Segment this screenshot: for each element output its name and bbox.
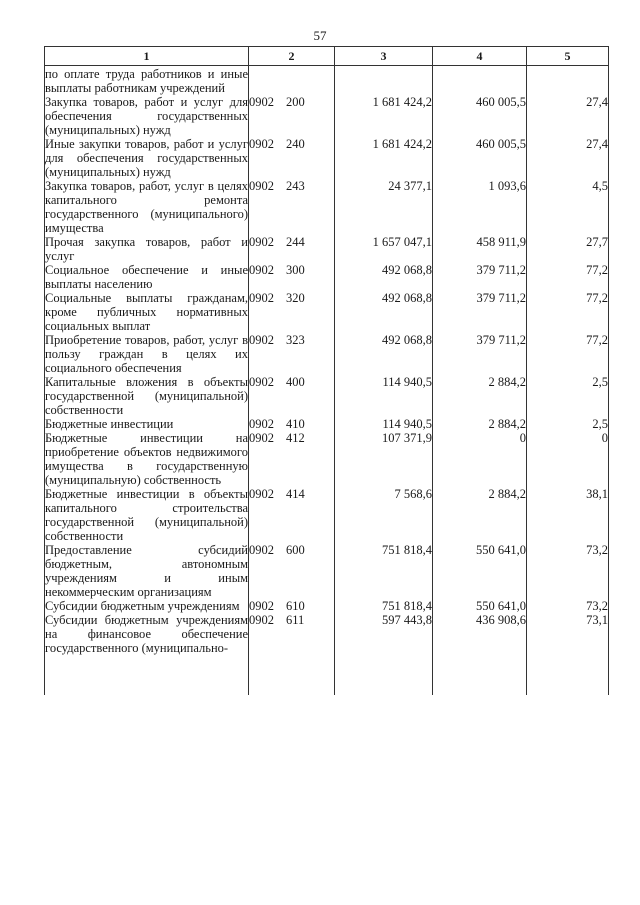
row-pct: 27,4 <box>527 95 609 137</box>
row-plan: 1 657 047,1 <box>335 235 433 263</box>
section-code: 0902 <box>249 613 274 627</box>
table-row <box>45 599 609 613</box>
row-name: Бюджетные инвестиции <box>45 417 249 431</box>
page-number: 57 <box>313 28 327 43</box>
row-plan: 492 068,8 <box>335 263 433 291</box>
row-name: по оплате труда работников и иные выплаты работникам учреждений <box>45 67 248 95</box>
row-code <box>249 263 335 291</box>
section-code: 0902 <box>249 487 274 501</box>
row-code <box>249 431 335 487</box>
row-exec: 2 884,2 <box>433 417 527 431</box>
expense-type-code: 300 <box>286 263 305 277</box>
row-code <box>249 95 335 137</box>
row-pct: 0 <box>527 431 609 487</box>
row-code <box>249 543 335 599</box>
table-row <box>45 431 609 487</box>
section-code: 0902 <box>249 137 274 151</box>
spacer-cell <box>527 655 609 695</box>
table-row <box>45 487 609 543</box>
row-code <box>249 613 335 655</box>
expense-type-code: 240 <box>286 137 305 151</box>
expense-type-code: 323 <box>286 333 305 347</box>
row-name: Капитальные вложения в объекты государственной (муниципальной) собственности <box>45 375 248 417</box>
section-code: 0902 <box>249 263 274 277</box>
row-code <box>249 333 335 375</box>
expense-type-code: 414 <box>286 487 305 501</box>
section-code: 0902 <box>249 179 274 193</box>
row-exec: 2 884,2 <box>433 375 527 417</box>
row-plan: 1 681 424,2 <box>335 137 433 179</box>
row-pct <box>527 66 609 96</box>
row-code <box>249 417 335 431</box>
row-code <box>249 291 335 333</box>
row-plan: 751 818,4 <box>335 599 433 613</box>
row-pct: 2,5 <box>527 417 609 431</box>
section-code: 0902 <box>249 417 274 431</box>
row-name: Бюджетные инвестиции на приобретение объектов недвижимого имущества в государственную (муниципальную) собственность <box>45 431 248 487</box>
row-pct: 2,5 <box>527 375 609 417</box>
row-plan: 597 443,8 <box>335 613 433 655</box>
col-header-1: 1 <box>45 47 249 66</box>
row-code <box>249 137 335 179</box>
table-row <box>45 235 609 263</box>
section-code: 0902 <box>249 375 274 389</box>
row-code <box>249 66 335 96</box>
table-row <box>45 179 609 235</box>
row-pct: 4,5 <box>527 179 609 235</box>
row-code <box>249 235 335 263</box>
row-code <box>249 179 335 235</box>
row-name: Социальные выплаты гражданам, кроме публичных нормативных социальных выплат <box>45 291 248 333</box>
row-name: Прочая закупка товаров, работ и услуг <box>45 235 248 263</box>
row-plan: 107 371,9 <box>335 431 433 487</box>
row-plan: 1 681 424,2 <box>335 95 433 137</box>
row-exec: 0 <box>433 431 527 487</box>
expense-type-code: 610 <box>286 599 305 613</box>
spacer-cell <box>433 655 527 695</box>
row-exec <box>433 66 527 96</box>
section-code: 0902 <box>249 95 274 109</box>
row-exec: 1 093,6 <box>433 179 527 235</box>
row-plan <box>335 66 433 96</box>
row-plan: 751 818,4 <box>335 543 433 599</box>
col-header-5: 5 <box>527 47 609 66</box>
row-exec: 379 711,2 <box>433 291 527 333</box>
row-code <box>249 599 335 613</box>
row-pct: 77,2 <box>527 291 609 333</box>
row-name: Социальное обеспечение и иные выплаты населению <box>45 263 248 291</box>
section-code: 0902 <box>249 431 274 445</box>
row-exec: 550 641,0 <box>433 599 527 613</box>
table-body <box>45 66 609 696</box>
expense-type-code: 244 <box>286 235 305 249</box>
spacer-cell <box>335 655 433 695</box>
row-pct: 27,4 <box>527 137 609 179</box>
expense-type-code: 611 <box>286 613 305 627</box>
section-code: 0902 <box>249 333 274 347</box>
row-pct: 77,2 <box>527 263 609 291</box>
row-plan: 492 068,8 <box>335 333 433 375</box>
row-plan: 492 068,8 <box>335 291 433 333</box>
table-row <box>45 375 609 417</box>
spacer-cell <box>249 655 335 695</box>
row-exec: 436 908,6 <box>433 613 527 655</box>
row-name: Приобретение товаров, работ, услуг в пользу граждан в целях их социального обеспечения <box>45 333 248 375</box>
col-header-4: 4 <box>433 47 527 66</box>
expense-type-code: 320 <box>286 291 305 305</box>
table-row <box>45 333 609 375</box>
row-pct: 77,2 <box>527 333 609 375</box>
row-plan: 114 940,5 <box>335 375 433 417</box>
table-row <box>45 137 609 179</box>
table-spacer-row <box>45 655 609 695</box>
expense-type-code: 243 <box>286 179 305 193</box>
row-exec: 458 911,9 <box>433 235 527 263</box>
row-name: Бюджетные инвестиции в объекты капитального строительства государственной (муниципальной) собственности <box>45 487 248 543</box>
row-exec: 379 711,2 <box>433 263 527 291</box>
table-row <box>45 95 609 137</box>
row-exec: 550 641,0 <box>433 543 527 599</box>
header-row <box>45 47 609 66</box>
row-code <box>249 375 335 417</box>
col-header-3: 3 <box>335 47 433 66</box>
row-name: Субсидии бюджетным учреждениям на финансовое обеспечение государственного (муниципально- <box>45 613 248 655</box>
row-exec: 379 711,2 <box>433 333 527 375</box>
row-code <box>249 487 335 543</box>
table-row <box>45 417 609 431</box>
row-pct: 73,2 <box>527 543 609 599</box>
table-row <box>45 263 609 291</box>
section-code: 0902 <box>249 291 274 305</box>
expense-type-code: 410 <box>286 417 305 431</box>
row-name: Субсидии бюджетным учреждениям <box>45 599 249 613</box>
row-pct: 27,7 <box>527 235 609 263</box>
row-name: Иные закупки товаров, работ и услуг для обеспечения государственных (муниципальных) нужд <box>45 137 248 179</box>
row-plan: 114 940,5 <box>335 417 433 431</box>
table-row <box>45 613 609 655</box>
row-exec: 460 005,5 <box>433 95 527 137</box>
row-pct: 73,1 <box>527 613 609 655</box>
col-header-2: 2 <box>249 47 335 66</box>
row-name: Закупка товаров, работ и услуг для обеспечения государственных (муниципальных) нужд <box>45 95 248 137</box>
expense-type-code: 412 <box>286 431 305 445</box>
row-exec: 2 884,2 <box>433 487 527 543</box>
row-pct: 38,1 <box>527 487 609 543</box>
section-code: 0902 <box>249 599 274 613</box>
section-code: 0902 <box>249 543 274 557</box>
expense-type-code: 400 <box>286 375 305 389</box>
section-code: 0902 <box>249 235 274 249</box>
spacer-cell <box>45 655 249 695</box>
budget-table <box>44 46 609 695</box>
table-row <box>45 66 609 96</box>
row-plan: 24 377,1 <box>335 179 433 235</box>
table-row <box>45 543 609 599</box>
row-plan: 7 568,6 <box>335 487 433 543</box>
table-row <box>45 291 609 333</box>
expense-type-code: 200 <box>286 95 305 109</box>
row-name: Предоставление субсидий бюджетным, автономным учреждениям и иным некоммерческим организациям <box>45 543 248 599</box>
row-exec: 460 005,5 <box>433 137 527 179</box>
expense-type-code: 600 <box>286 543 305 557</box>
row-name: Закупка товаров, работ, услуг в целях капитального ремонта государственного (муниципального) имущества <box>45 179 248 235</box>
row-pct: 73,2 <box>527 599 609 613</box>
